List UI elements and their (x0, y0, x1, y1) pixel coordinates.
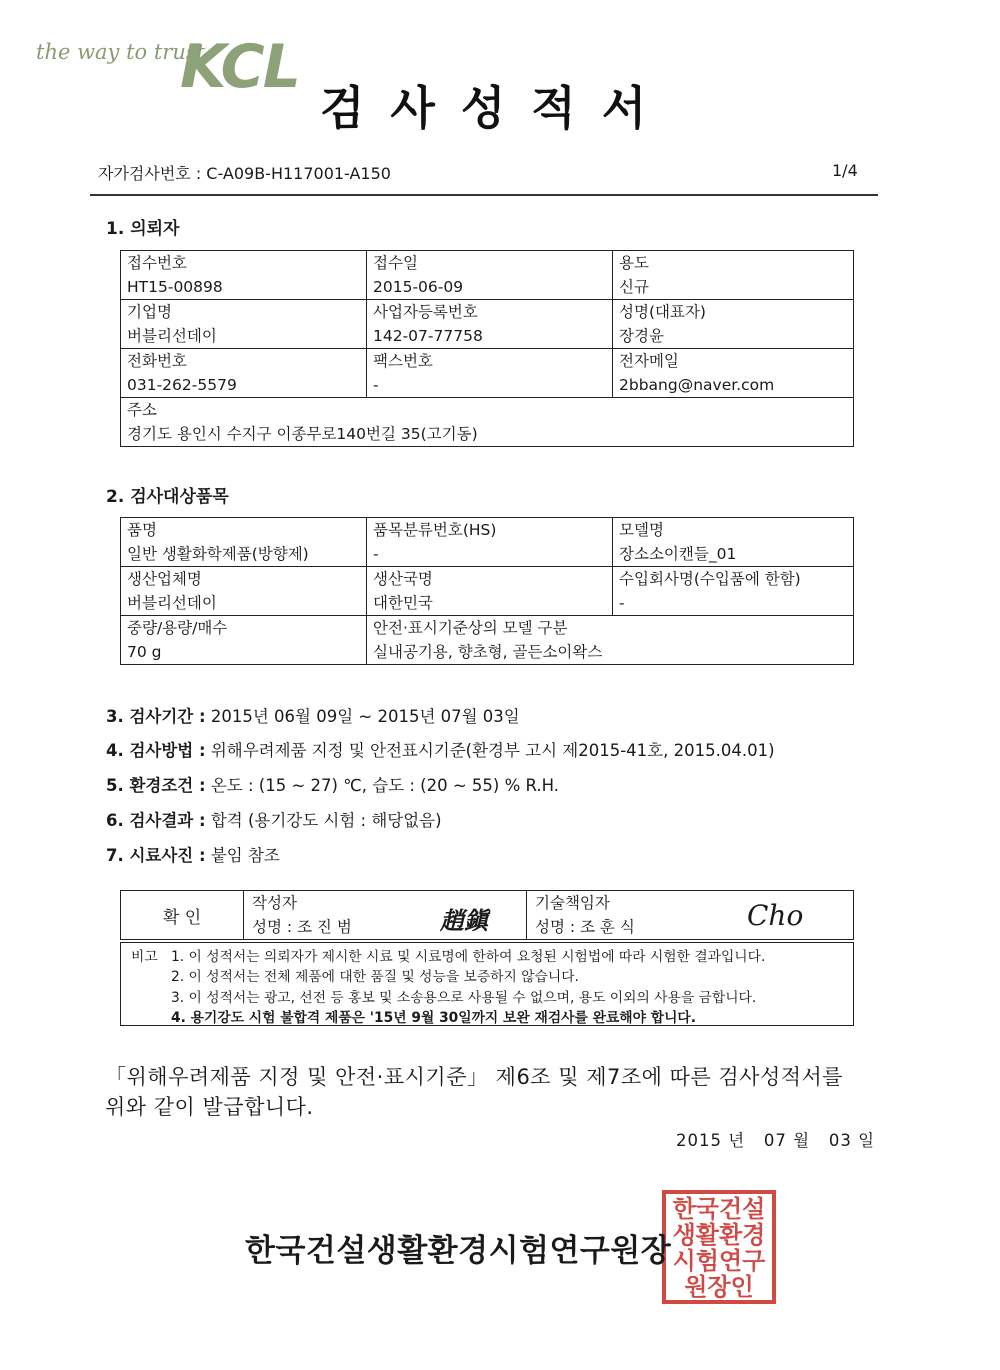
address-label: 주소 (127, 401, 157, 419)
field-label: 모델명 (619, 521, 664, 539)
item-value: 위해우려제품 지정 및 안전표시기준(환경부 고시 제2015-41호, 2015.04.01) (210, 741, 775, 760)
field-value: 일반 생활화학제품(방향제) (127, 545, 309, 563)
statement-line: 위와 같이 발급합니다. (105, 1095, 314, 1119)
field-label: 생산업체명 (127, 570, 202, 588)
issue-date: 2015 년 07 월 03 일 (676, 1131, 876, 1150)
list-item (106, 737, 775, 761)
official-seal: 한국건설생활환경시험연구원장인 (662, 1190, 776, 1304)
field-value: 70 g (127, 643, 162, 661)
field-label: 품목분류번호(HS) (373, 521, 497, 539)
field-value: 대한민국 (373, 594, 433, 612)
notes-label: 비고 (131, 949, 158, 965)
kcl-logo: KCL (180, 32, 299, 102)
field-value: 장경윤 (619, 327, 664, 345)
field-label: 접수일 (373, 254, 418, 272)
field-value: - (619, 594, 625, 612)
list-item (106, 807, 442, 831)
list-item (106, 842, 280, 866)
tech-name: 성명 : 조 훈 식 (535, 918, 635, 936)
field-label: 안전·표시기준상의 모델 구분 (373, 619, 568, 637)
item-value: 합격 (용기강도 시험 : 해당없음) (210, 811, 442, 830)
item-label: 3. 검사기간 : (106, 707, 206, 726)
note-line-important: 4. 용기강도 시험 불합격 제품은 '15년 9월 30일까지 보완 재검사를 완료해야 합니다. (171, 1010, 696, 1026)
table-row (121, 616, 854, 665)
field-value: - (373, 545, 379, 563)
product-table (120, 517, 854, 665)
field-value: 장소소이캔들_01 (619, 545, 737, 563)
item-value: 온도 : (15 ~ 27) ℃, 습도 : (20 ~ 55) % R.H. (210, 776, 559, 795)
item-value: 붙임 참조 (210, 846, 280, 865)
field-value: HT15-00898 (127, 278, 223, 296)
field-value: 142-07-77758 (373, 327, 483, 345)
address-value: 경기도 용인시 수지구 이종무로140번길 35(고기동) (127, 425, 478, 443)
logo-tagline: the way to trust (36, 40, 206, 64)
field-value: 2bbang@naver.com (619, 376, 775, 394)
field-label: 전화번호 (127, 352, 187, 370)
field-label: 품명 (127, 521, 157, 539)
note-line: 2. 이 성적서는 전체 제품에 대한 품질 및 성능을 보증하지 않습니다. (171, 969, 579, 985)
author-title: 작성자 (252, 894, 297, 912)
item-label: 6. 검사결과 : (106, 811, 206, 830)
header-divider (90, 194, 878, 196)
issuance-statement (105, 1062, 843, 1122)
field-value: 실내공기용, 향초형, 골든소이왁스 (373, 643, 603, 661)
author-name: 성명 : 조 진 범 (252, 918, 352, 936)
table-row (121, 300, 854, 349)
list-item (106, 772, 559, 796)
page-number: 1/4 (832, 161, 858, 180)
item-label: 5. 환경조건 : (106, 776, 206, 795)
field-label: 전자메일 (619, 352, 679, 370)
page-title: 검사성적서 (320, 81, 673, 135)
item-label: 7. 시료사진 : (106, 846, 206, 865)
item-value: 2015년 06월 09일 ~ 2015년 07월 03일 (210, 707, 520, 726)
field-value: - (373, 376, 379, 394)
field-label: 팩스번호 (373, 352, 433, 370)
document-number: 자가검사번호 : C-A09B-H117001-A150 (98, 164, 391, 183)
table-row (121, 398, 854, 447)
note-line: 3. 이 성적서는 광고, 선전 등 홍보 및 소송용으로 사용될 수 없으며, 용도 이외의 사용을 금합니다. (171, 990, 757, 1006)
table-row (121, 891, 854, 940)
field-label: 중량/용량/매수 (127, 619, 228, 637)
field-label: 접수번호 (127, 254, 187, 272)
notes-box (120, 942, 854, 1026)
field-label: 생산국명 (373, 570, 433, 588)
table-row (121, 251, 854, 300)
item-label: 4. 검사방법 : (106, 741, 206, 760)
note-line: 1. 이 성적서는 의뢰자가 제시한 시료 및 시료명에 한하여 요청된 시험법에 따라 시험한 결과입니다. (171, 949, 766, 965)
confirmation-table (120, 890, 854, 940)
field-label: 사업자등록번호 (373, 303, 478, 321)
field-value: 031-262-5579 (127, 376, 237, 394)
statement-line: 「위해우려제품 지정 및 안전·표시기준」 제6조 및 제7조에 따른 검사성적서를 (105, 1065, 844, 1089)
field-value: 신규 (619, 278, 649, 296)
section-heading-requester: 1. 의뢰자 (106, 219, 180, 239)
field-label: 수입회사명(수입품에 한함) (619, 570, 801, 588)
field-label: 용도 (619, 254, 649, 272)
table-row (121, 567, 854, 616)
tech-signature: Cho (747, 899, 804, 932)
field-value: 2015-06-09 (373, 278, 464, 296)
author-signature: 趙鎭 (440, 906, 488, 935)
requester-table (120, 250, 854, 447)
field-label: 성명(대표자) (619, 303, 706, 321)
organization-name: 한국건설생활환경시험연구원장 (245, 1233, 672, 1269)
field-value: 버블리선데이 (127, 594, 217, 612)
table-row (121, 518, 854, 567)
table-row (121, 349, 854, 398)
confirm-label: 확 인 (121, 891, 244, 940)
field-value: 버블리선데이 (127, 327, 217, 345)
tech-title: 기술책임자 (535, 894, 610, 912)
field-label: 기업명 (127, 303, 172, 321)
section-heading-product: 2. 검사대상품목 (106, 487, 229, 507)
list-item (106, 703, 520, 727)
